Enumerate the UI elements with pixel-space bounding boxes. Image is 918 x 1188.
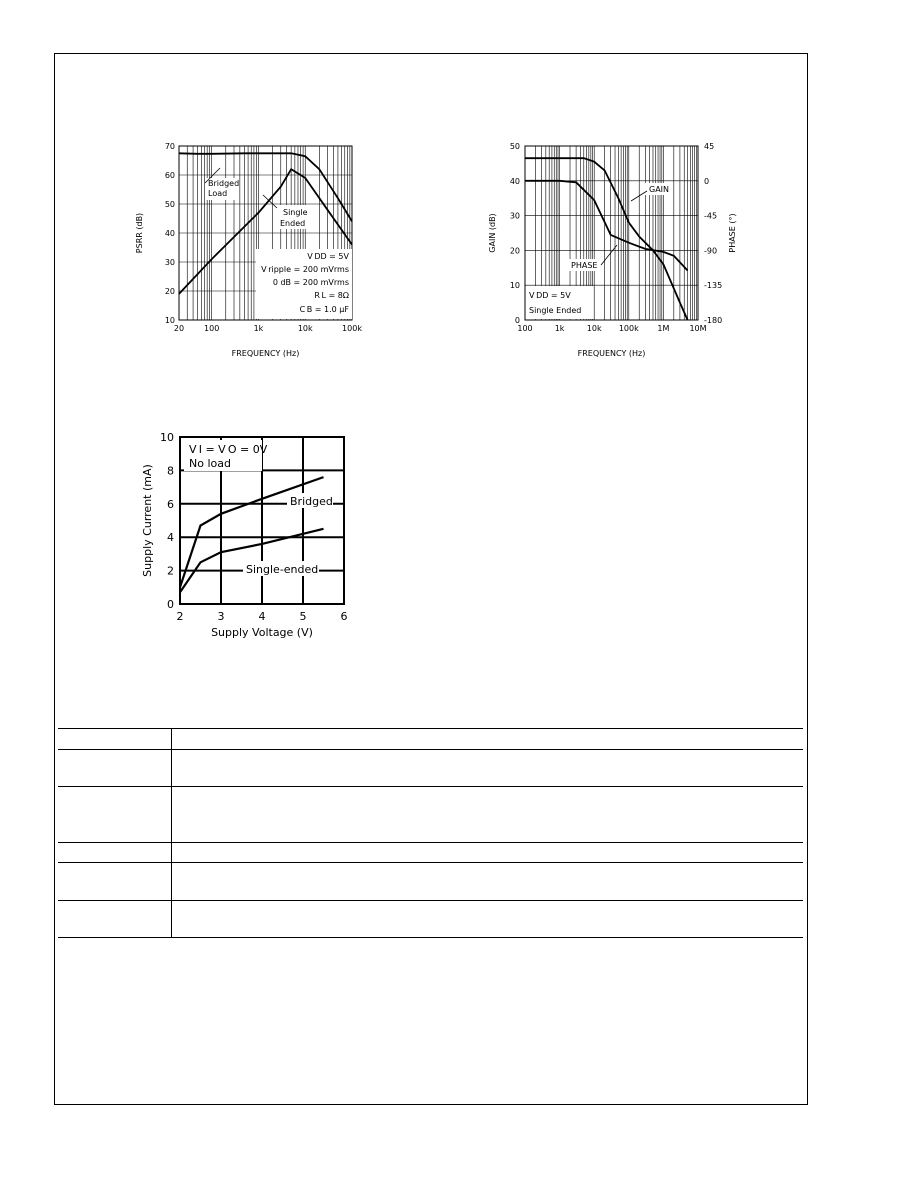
annotation-ended: Ended (280, 219, 306, 228)
supply-current-chart (135, 425, 360, 655)
y-tick-label: 10 (164, 316, 175, 325)
series-label-single-ended: Single-ended (246, 563, 319, 576)
table-rule (58, 786, 803, 787)
table-rule (58, 862, 803, 863)
condition-rl: R L = 8Ω (314, 291, 349, 300)
y-axis-label: PSRR (dB) (135, 212, 144, 254)
x-tick-label: 1k (554, 324, 565, 333)
condition-no-load: No load (189, 457, 231, 470)
x-axis-label: FREQUENCY (Hz) (231, 349, 300, 358)
y-tick-label: 30 (164, 258, 175, 267)
table-column-divider (171, 728, 172, 938)
gain-phase-chart (485, 135, 745, 375)
x-tick-label: 10k (297, 324, 313, 333)
x-tick-label: 10k (586, 324, 602, 333)
pin-description-table (58, 728, 803, 938)
condition-voltages: V I = V O = 0V (189, 443, 268, 456)
x-tick-label: 1k (253, 324, 264, 333)
table-rule (58, 728, 803, 729)
annotation-phase: PHASE (571, 261, 598, 270)
y-axis-label: GAIN (dB) (488, 213, 497, 253)
psrr-chart (130, 135, 370, 375)
condition-single-ended: Single Ended (529, 306, 582, 315)
condition-cb: C B = 1.0 µF (299, 305, 349, 314)
y-tick-label: 40 (164, 229, 175, 238)
x-tick-label: 10M (689, 324, 707, 333)
y2-tick-label: 0 (704, 176, 710, 186)
series-line-bridged-load (179, 153, 352, 221)
annotation-gain: GAIN (649, 185, 670, 194)
x-axis-label: FREQUENCY (Hz) (577, 349, 646, 358)
y-tick-label: 0 (514, 316, 520, 325)
y2-tick-label: -180 (704, 316, 723, 325)
x-tick-label: 2 (176, 610, 184, 623)
y-tick-label: 50 (164, 200, 175, 209)
x-tick-label: 3 (217, 610, 225, 623)
annotation-bridged: Bridged (208, 179, 240, 188)
y-tick-label: 20 (509, 246, 520, 256)
y-tick-label: 10 (160, 431, 174, 444)
y-tick-label: 10 (509, 281, 520, 291)
y-tick-label: 70 (164, 142, 175, 151)
y-tick-label: 60 (164, 171, 175, 180)
y-tick-label: 4 (167, 531, 174, 545)
y-tick-label: 6 (167, 497, 174, 511)
x-tick-label: 5 (299, 610, 307, 623)
y-tick-label: 2 (167, 564, 174, 578)
x-tick-label: 100 (204, 324, 220, 333)
table-rule (58, 937, 803, 938)
x-tick-label: 100k (342, 324, 362, 333)
x-tick-label: 4 (258, 610, 266, 623)
y-tick-label: 30 (509, 211, 520, 221)
y2-tick-label: -135 (704, 281, 723, 291)
annotation-load: Load (208, 189, 228, 198)
condition-vripple: V ripple = 200 mVrms (261, 265, 349, 274)
condition-vdd: V DD = 5V (529, 291, 571, 300)
x-axis-label: Supply Voltage (V) (211, 626, 313, 639)
x-tick-label: 100k (618, 324, 639, 333)
y2-axis-label: PHASE (°) (728, 213, 737, 253)
x-tick-label: 100 (517, 324, 533, 333)
y2-tick-label: 45 (704, 142, 715, 151)
condition-vdd: V DD = 5V (307, 252, 349, 261)
x-tick-label: 20 (173, 324, 185, 333)
annotation-leader (601, 245, 617, 265)
table-rule (58, 749, 803, 750)
series-line-single-ended (180, 529, 324, 593)
y-tick-label: 0 (167, 598, 174, 611)
x-tick-label: 1M (657, 324, 670, 333)
table-rule (58, 842, 803, 843)
series-label-bridged: Bridged (290, 495, 333, 508)
y-tick-label: 8 (167, 464, 174, 478)
y2-tick-label: -90 (704, 246, 718, 256)
condition-0db: 0 dB = 200 mVrms (272, 278, 349, 287)
y-tick-label: 40 (509, 176, 520, 186)
x-tick-label: 6 (340, 610, 348, 623)
y-tick-label: 50 (509, 142, 520, 151)
y-axis-label: Supply Current (mA) (141, 464, 154, 577)
y-tick-label: 20 (164, 287, 175, 296)
y2-tick-label: -45 (704, 211, 718, 221)
table-rule (58, 900, 803, 901)
annotation-single: Single (283, 208, 308, 217)
